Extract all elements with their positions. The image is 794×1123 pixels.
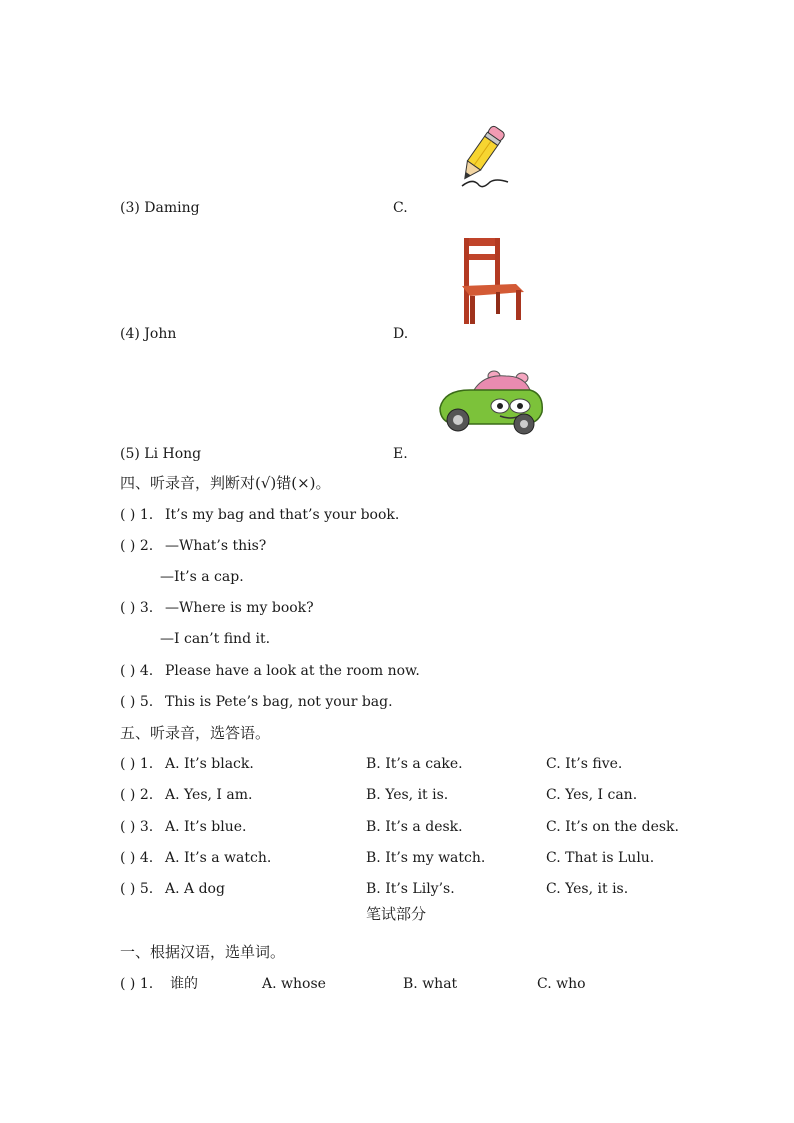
- question-number: ( ) 4.: [120, 663, 154, 679]
- toy-car-image: [434, 368, 546, 438]
- question-reply: —It’s a cap.: [160, 569, 244, 585]
- option-a: A. Yes, I am.: [165, 787, 253, 803]
- written-section1-title: 一、根据汉语，选单词。: [120, 943, 286, 961]
- option-a: A. It’s black.: [165, 756, 254, 772]
- option-b: B. It’s my watch.: [366, 850, 486, 866]
- option-b: B. It’s Lily’s.: [366, 881, 455, 897]
- option-c: C. It’s five.: [546, 756, 623, 772]
- option-c: C. Yes, I can.: [546, 787, 638, 803]
- question-number: ( ) 2.: [120, 538, 154, 554]
- question-number: ( ) 5.: [120, 881, 154, 897]
- written-part-title: 笔试部分: [366, 905, 427, 923]
- pencil-image: [452, 118, 516, 192]
- chair-image: [458, 236, 526, 326]
- question-text: —What’s this?: [165, 538, 267, 554]
- question-number: ( ) 1.: [120, 507, 154, 523]
- option-a: A. A dog: [165, 881, 225, 897]
- option-a: A. whose: [262, 976, 326, 992]
- question-text: —Where is my book?: [165, 600, 314, 616]
- match-name: (4) John: [120, 326, 177, 342]
- question-number: ( ) 2.: [120, 787, 154, 803]
- option-c: C. That is Lulu.: [546, 850, 655, 866]
- option-a: A. It’s a watch.: [165, 850, 272, 866]
- option-c: C. It’s on the desk.: [546, 819, 679, 835]
- match-name: (3) Daming: [120, 200, 200, 216]
- match-name: (5) Li Hong: [120, 446, 202, 462]
- question-number: ( ) 4.: [120, 850, 154, 866]
- option-b: B. Yes, it is.: [366, 787, 449, 803]
- section5-title: 五、听录音，选答语。: [120, 724, 271, 742]
- option-b: B. It’s a cake.: [366, 756, 463, 772]
- option-c: C. who: [537, 976, 586, 992]
- option-b: B. what: [403, 976, 458, 992]
- question-number: ( ) 1.: [120, 756, 154, 772]
- section4-title: 四、听录音，判断对(√)错(×)。: [120, 474, 331, 492]
- question-number: ( ) 1.: [120, 976, 154, 992]
- option-b: B. It’s a desk.: [366, 819, 463, 835]
- question-number: ( ) 3.: [120, 819, 154, 835]
- question-text: It’s my bag and that’s your book.: [165, 507, 400, 523]
- question-number: ( ) 5.: [120, 694, 154, 710]
- match-letter: C.: [393, 200, 408, 216]
- chinese-word: 谁的: [170, 976, 198, 992]
- question-text: This is Pete’s bag, not your bag.: [165, 694, 393, 710]
- question-reply: —I can’t find it.: [160, 631, 271, 647]
- option-c: C. Yes, it is.: [546, 881, 629, 897]
- match-letter: E.: [393, 446, 408, 462]
- match-letter: D.: [393, 326, 409, 342]
- question-number: ( ) 3.: [120, 600, 154, 616]
- question-text: Please have a look at the room now.: [165, 663, 420, 679]
- option-a: A. It’s blue.: [165, 819, 247, 835]
